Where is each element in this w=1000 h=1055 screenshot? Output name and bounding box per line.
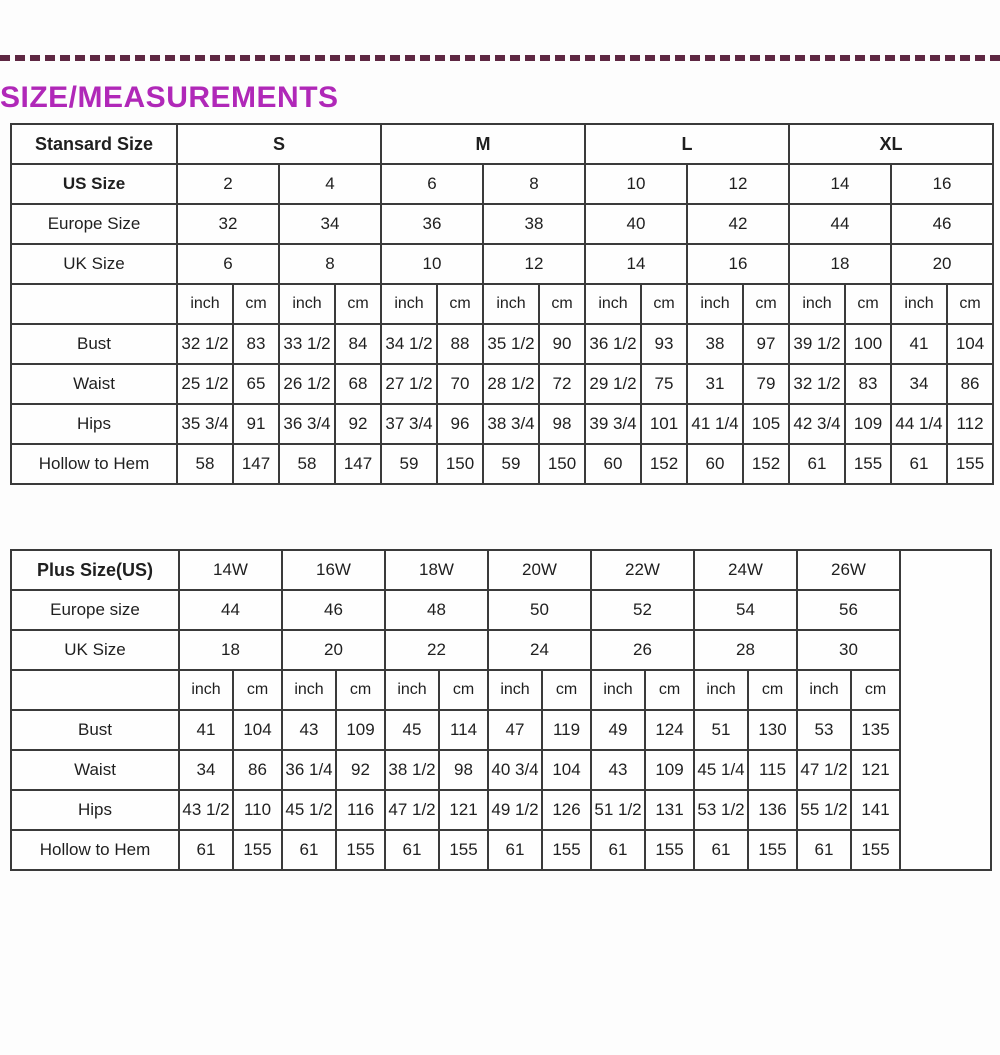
measurement-cell: 116: [336, 790, 385, 830]
measurement-cell: 47 1/2: [385, 790, 439, 830]
size-value-cell: 44: [789, 204, 891, 244]
size-value-cell: 28: [694, 630, 797, 670]
measurement-cell: 61: [797, 830, 851, 870]
measurement-cell: 35 1/2: [483, 324, 539, 364]
measurement-cell: 32 1/2: [177, 324, 233, 364]
row-label-hips: Hips: [11, 404, 177, 444]
size-value-cell: 52: [591, 590, 694, 630]
unit-row-spacer: [11, 284, 177, 324]
size-value-cell: 12: [687, 164, 789, 204]
measurement-cell: 86: [947, 364, 993, 404]
size-group-header-22w: 22W: [591, 550, 694, 590]
measurement-cell: 49 1/2: [488, 790, 542, 830]
measurement-cell: 83: [233, 324, 279, 364]
measurement-cell: 93: [641, 324, 687, 364]
measurement-cell: 75: [641, 364, 687, 404]
measurement-cell: 34: [179, 750, 233, 790]
size-value-cell: 36: [381, 204, 483, 244]
measurement-cell: 70: [437, 364, 483, 404]
measurement-cell: 155: [336, 830, 385, 870]
measurement-cell: 150: [437, 444, 483, 484]
measurement-cell: 26 1/2: [279, 364, 335, 404]
measurement-cell: 53 1/2: [694, 790, 748, 830]
unit-header-inch: inch: [483, 284, 539, 324]
row-label-uk-size: UK Size: [11, 630, 179, 670]
measurement-cell: 59: [483, 444, 539, 484]
measurement-cell: 141: [851, 790, 900, 830]
size-value-cell: 20: [891, 244, 993, 284]
measurement-cell: 51 1/2: [591, 790, 645, 830]
size-value-cell: 4: [279, 164, 381, 204]
size-value-cell: 18: [179, 630, 282, 670]
unit-header-inch: inch: [279, 284, 335, 324]
unit-header-cm: cm: [539, 284, 585, 324]
row-label-bust: Bust: [11, 710, 179, 750]
measurement-cell: 55 1/2: [797, 790, 851, 830]
row-label-hips: Hips: [11, 790, 179, 830]
measurement-cell: 100: [845, 324, 891, 364]
size-value-cell: 38: [483, 204, 585, 244]
unit-header-inch: inch: [591, 670, 645, 710]
unit-header-inch: inch: [797, 670, 851, 710]
size-group-header-20w: 20W: [488, 550, 591, 590]
empty-trailing-cell: [900, 550, 991, 870]
size-value-cell: 44: [179, 590, 282, 630]
unit-row-spacer: [11, 670, 179, 710]
unit-header-inch: inch: [282, 670, 336, 710]
measurement-cell: 155: [947, 444, 993, 484]
measurement-cell: 39 3/4: [585, 404, 641, 444]
size-value-cell: 40: [585, 204, 687, 244]
size-group-header-18w: 18W: [385, 550, 488, 590]
measurement-cell: 43 1/2: [179, 790, 233, 830]
measurement-cell: 92: [336, 750, 385, 790]
measurement-cell: 155: [439, 830, 488, 870]
measurement-cell: 135: [851, 710, 900, 750]
row-label-bust: Bust: [11, 324, 177, 364]
size-value-cell: 14: [585, 244, 687, 284]
measurement-cell: 61: [179, 830, 233, 870]
plus-size-table: [10, 549, 992, 871]
measurement-cell: 121: [851, 750, 900, 790]
size-value-cell: 54: [694, 590, 797, 630]
size-value-cell: 16: [891, 164, 993, 204]
measurement-cell: 37 3/4: [381, 404, 437, 444]
unit-header-inch: inch: [789, 284, 845, 324]
size-value-cell: 8: [483, 164, 585, 204]
table-header-label: Stansard Size: [11, 124, 177, 164]
measurement-cell: 41: [891, 324, 947, 364]
measurement-cell: 86: [233, 750, 282, 790]
measurement-cell: 58: [279, 444, 335, 484]
measurement-cell: 79: [743, 364, 789, 404]
measurement-cell: 104: [542, 750, 591, 790]
size-value-cell: 22: [385, 630, 488, 670]
row-label-hollow-to-hem: Hollow to Hem: [11, 830, 179, 870]
measurement-cell: 61: [591, 830, 645, 870]
unit-header-cm: cm: [335, 284, 381, 324]
measurement-cell: 58: [177, 444, 233, 484]
measurement-cell: 104: [947, 324, 993, 364]
measurement-cell: 130: [748, 710, 797, 750]
size-group-header-l: L: [585, 124, 789, 164]
measurement-cell: 121: [439, 790, 488, 830]
measurement-cell: 126: [542, 790, 591, 830]
measurement-cell: 43: [282, 710, 336, 750]
size-value-cell: 42: [687, 204, 789, 244]
unit-header-cm: cm: [645, 670, 694, 710]
unit-header-cm: cm: [336, 670, 385, 710]
unit-header-cm: cm: [439, 670, 488, 710]
size-group-header-xl: XL: [789, 124, 993, 164]
size-value-cell: 10: [585, 164, 687, 204]
measurement-cell: 47 1/2: [797, 750, 851, 790]
measurement-cell: 155: [233, 830, 282, 870]
measurement-cell: 38 1/2: [385, 750, 439, 790]
measurement-cell: 92: [335, 404, 381, 444]
size-value-cell: 46: [891, 204, 993, 244]
size-value-cell: 8: [279, 244, 381, 284]
measurement-cell: 155: [542, 830, 591, 870]
unit-header-cm: cm: [437, 284, 483, 324]
measurement-cell: 61: [789, 444, 845, 484]
measurement-cell: 45: [385, 710, 439, 750]
unit-header-cm: cm: [947, 284, 993, 324]
row-label-europe-size: Europe Size: [11, 204, 177, 244]
measurement-cell: 60: [585, 444, 641, 484]
measurement-cell: 61: [488, 830, 542, 870]
measurement-cell: 34: [891, 364, 947, 404]
size-group-header-14w: 14W: [179, 550, 282, 590]
measurement-cell: 110: [233, 790, 282, 830]
measurement-cell: 43: [591, 750, 645, 790]
measurement-cell: 60: [687, 444, 743, 484]
measurement-cell: 96: [437, 404, 483, 444]
measurement-cell: 59: [381, 444, 437, 484]
size-value-cell: 12: [483, 244, 585, 284]
measurement-cell: 36 1/2: [585, 324, 641, 364]
measurement-cell: 34 1/2: [381, 324, 437, 364]
size-value-cell: 6: [381, 164, 483, 204]
measurement-cell: 32 1/2: [789, 364, 845, 404]
measurement-cell: 84: [335, 324, 381, 364]
measurement-cell: 61: [385, 830, 439, 870]
standard-size-table: [10, 123, 994, 485]
unit-header-cm: cm: [233, 670, 282, 710]
unit-header-cm: cm: [851, 670, 900, 710]
size-group-header-s: S: [177, 124, 381, 164]
table-header-label: Plus Size(US): [11, 550, 179, 590]
measurement-cell: 45 1/2: [282, 790, 336, 830]
size-group-header-24w: 24W: [694, 550, 797, 590]
measurement-cell: 65: [233, 364, 279, 404]
unit-header-inch: inch: [381, 284, 437, 324]
measurement-cell: 150: [539, 444, 585, 484]
dashed-divider: [0, 55, 1000, 61]
measurement-cell: 25 1/2: [177, 364, 233, 404]
unit-header-inch: inch: [891, 284, 947, 324]
measurement-cell: 155: [851, 830, 900, 870]
row-label-waist: Waist: [11, 364, 177, 404]
size-value-cell: 18: [789, 244, 891, 284]
measurement-cell: 88: [437, 324, 483, 364]
measurement-cell: 49: [591, 710, 645, 750]
measurement-cell: 155: [845, 444, 891, 484]
measurement-cell: 47: [488, 710, 542, 750]
measurement-cell: 72: [539, 364, 585, 404]
measurement-cell: 61: [282, 830, 336, 870]
measurement-cell: 40 3/4: [488, 750, 542, 790]
measurement-cell: 104: [233, 710, 282, 750]
measurement-cell: 112: [947, 404, 993, 444]
row-label-europe-size: Europe size: [11, 590, 179, 630]
measurement-cell: 31: [687, 364, 743, 404]
measurement-cell: 41: [179, 710, 233, 750]
size-value-cell: 14: [789, 164, 891, 204]
measurement-cell: 39 1/2: [789, 324, 845, 364]
measurement-cell: 109: [645, 750, 694, 790]
measurement-cell: 42 3/4: [789, 404, 845, 444]
unit-header-cm: cm: [845, 284, 891, 324]
measurement-cell: 152: [743, 444, 789, 484]
row-label-us-size: US Size: [11, 164, 177, 204]
measurement-cell: 91: [233, 404, 279, 444]
measurement-cell: 27 1/2: [381, 364, 437, 404]
measurement-cell: 109: [845, 404, 891, 444]
measurement-cell: 68: [335, 364, 381, 404]
measurement-cell: 124: [645, 710, 694, 750]
measurement-cell: 38: [687, 324, 743, 364]
measurement-cell: 83: [845, 364, 891, 404]
size-value-cell: 48: [385, 590, 488, 630]
row-label-uk-size: UK Size: [11, 244, 177, 284]
unit-header-cm: cm: [542, 670, 591, 710]
size-value-cell: 56: [797, 590, 900, 630]
unit-header-inch: inch: [585, 284, 641, 324]
size-value-cell: 34: [279, 204, 381, 244]
unit-header-inch: inch: [179, 670, 233, 710]
unit-header-inch: inch: [385, 670, 439, 710]
size-value-cell: 20: [282, 630, 385, 670]
measurement-cell: 109: [336, 710, 385, 750]
measurement-cell: 38 3/4: [483, 404, 539, 444]
measurement-cell: 28 1/2: [483, 364, 539, 404]
unit-header-inch: inch: [694, 670, 748, 710]
measurement-cell: 41 1/4: [687, 404, 743, 444]
size-group-header-m: M: [381, 124, 585, 164]
measurement-cell: 115: [748, 750, 797, 790]
size-value-cell: 46: [282, 590, 385, 630]
measurement-cell: 33 1/2: [279, 324, 335, 364]
measurement-cell: 136: [748, 790, 797, 830]
page-title: SIZE/MEASUREMENTS: [0, 81, 339, 114]
unit-header-cm: cm: [233, 284, 279, 324]
measurement-cell: 155: [748, 830, 797, 870]
measurement-cell: 44 1/4: [891, 404, 947, 444]
measurement-cell: 61: [891, 444, 947, 484]
measurement-cell: 61: [694, 830, 748, 870]
measurement-cell: 90: [539, 324, 585, 364]
size-group-header-26w: 26W: [797, 550, 900, 590]
measurement-cell: 35 3/4: [177, 404, 233, 444]
measurement-cell: 98: [439, 750, 488, 790]
measurement-cell: 45 1/4: [694, 750, 748, 790]
measurement-cell: 101: [641, 404, 687, 444]
measurement-cell: 131: [645, 790, 694, 830]
size-value-cell: 30: [797, 630, 900, 670]
measurement-cell: 29 1/2: [585, 364, 641, 404]
measurement-cell: 105: [743, 404, 789, 444]
size-value-cell: 16: [687, 244, 789, 284]
measurement-cell: 97: [743, 324, 789, 364]
measurement-cell: 147: [233, 444, 279, 484]
measurement-cell: 51: [694, 710, 748, 750]
measurement-cell: 36 3/4: [279, 404, 335, 444]
unit-header-inch: inch: [488, 670, 542, 710]
size-chart-page: [0, 55, 1000, 871]
row-label-waist: Waist: [11, 750, 179, 790]
unit-header-inch: inch: [177, 284, 233, 324]
measurement-cell: 114: [439, 710, 488, 750]
measurement-cell: 152: [641, 444, 687, 484]
unit-header-cm: cm: [641, 284, 687, 324]
size-value-cell: 32: [177, 204, 279, 244]
row-label-hollow-to-hem: Hollow to Hem: [11, 444, 177, 484]
size-group-header-16w: 16W: [282, 550, 385, 590]
measurement-cell: 53: [797, 710, 851, 750]
size-value-cell: 10: [381, 244, 483, 284]
size-value-cell: 24: [488, 630, 591, 670]
measurement-cell: 36 1/4: [282, 750, 336, 790]
measurement-cell: 119: [542, 710, 591, 750]
measurement-cell: 155: [645, 830, 694, 870]
size-value-cell: 6: [177, 244, 279, 284]
size-value-cell: 26: [591, 630, 694, 670]
unit-header-cm: cm: [743, 284, 789, 324]
measurement-cell: 98: [539, 404, 585, 444]
size-value-cell: 50: [488, 590, 591, 630]
measurement-cell: 147: [335, 444, 381, 484]
unit-header-inch: inch: [687, 284, 743, 324]
unit-header-cm: cm: [748, 670, 797, 710]
size-value-cell: 2: [177, 164, 279, 204]
